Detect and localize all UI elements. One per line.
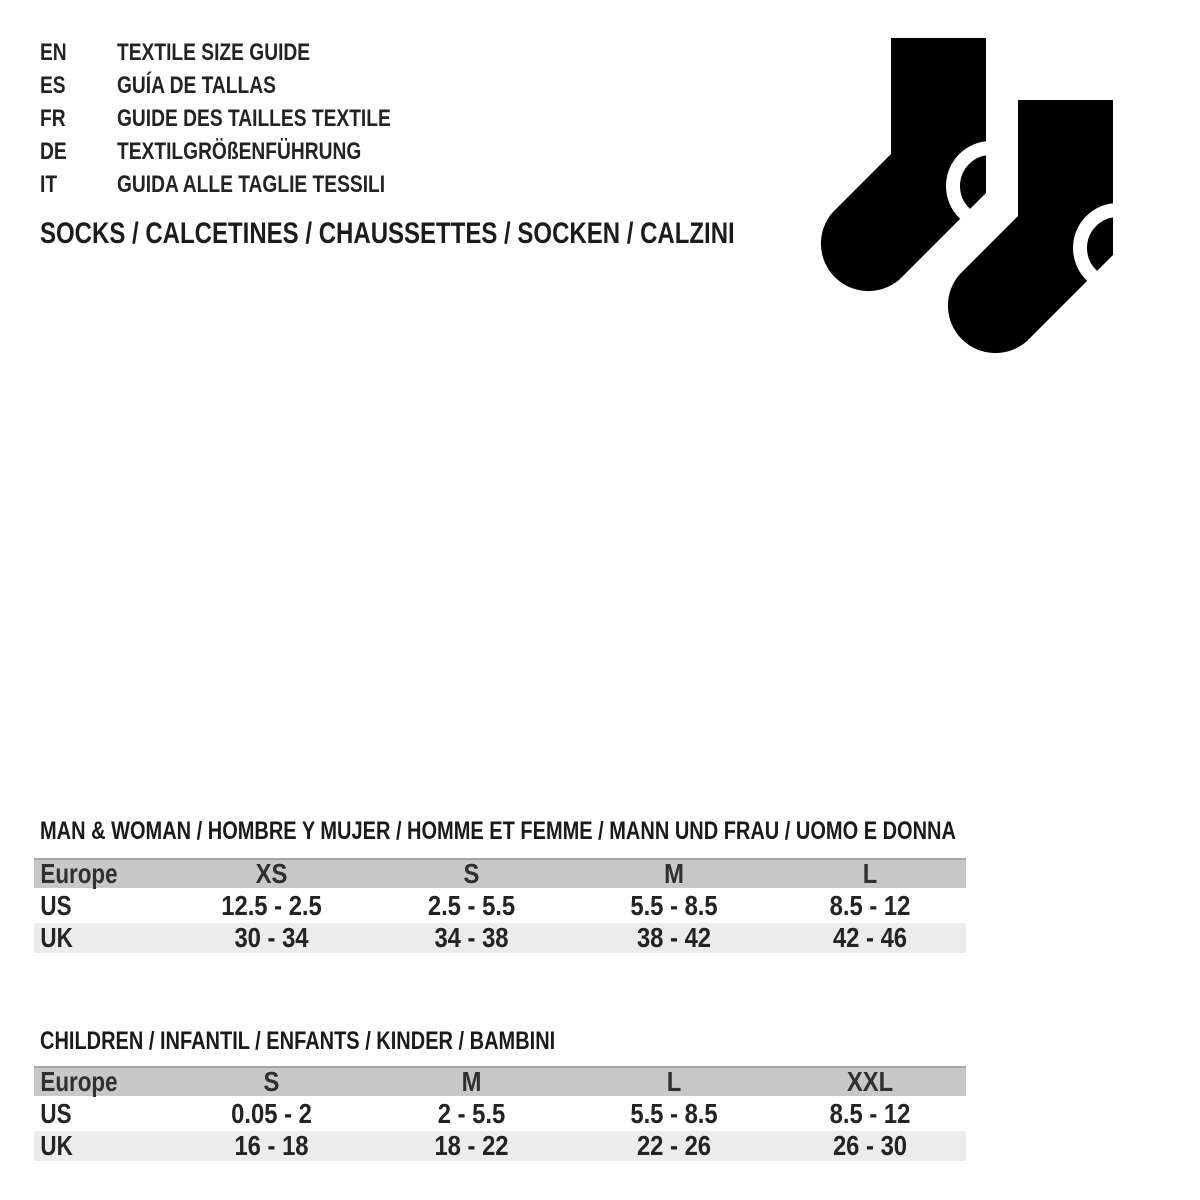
language-row-it bbox=[40, 168, 459, 201]
language-row-fr bbox=[40, 102, 459, 135]
column-header-region: Europe bbox=[40, 1066, 118, 1097]
table-row-uk bbox=[34, 1131, 966, 1161]
language-code: FR bbox=[40, 104, 66, 132]
language-label: GUÍA DE TALLAS bbox=[117, 71, 276, 99]
language-label: GUIDA ALLE TAGLIE TESSILI bbox=[117, 170, 386, 198]
size-cell: 38 - 42 bbox=[636, 922, 712, 953]
column-header-size: XS bbox=[255, 858, 288, 889]
column-header-size: S bbox=[263, 1066, 280, 1097]
size-table-children bbox=[34, 1066, 966, 1161]
size-cell: 8.5 - 12 bbox=[829, 889, 911, 921]
language-label: GUIDE DES TAILLES TEXTILE bbox=[117, 104, 391, 132]
size-cell: 30 - 34 bbox=[234, 922, 309, 953]
row-label: UK bbox=[40, 1130, 73, 1161]
size-cell: 18 - 22 bbox=[434, 1130, 509, 1161]
language-row-es bbox=[40, 69, 459, 102]
row-label: UK bbox=[40, 922, 73, 953]
size-cell: 16 - 18 bbox=[234, 1130, 309, 1161]
language-code: DE bbox=[40, 137, 67, 165]
language-legend bbox=[40, 36, 459, 201]
size-cell: 5.5 - 8.5 bbox=[630, 1097, 718, 1129]
size-table-title-text: CHILDREN / INFANTIL / ENFANTS / KINDER / BAMBINI bbox=[40, 1026, 556, 1055]
size-table-title-children bbox=[40, 1028, 684, 1054]
table-header-row bbox=[34, 858, 966, 888]
size-cell: 26 - 30 bbox=[832, 1130, 908, 1161]
table-header-row bbox=[34, 1066, 966, 1096]
table-row-uk bbox=[34, 923, 966, 953]
size-cell: 8.5 - 12 bbox=[829, 1097, 911, 1129]
language-code: IT bbox=[40, 170, 58, 198]
size-cell: 5.5 - 8.5 bbox=[630, 889, 718, 921]
table-row-us bbox=[34, 888, 966, 923]
language-row-de bbox=[40, 135, 459, 168]
category-heading bbox=[40, 217, 908, 251]
size-cell: 42 - 46 bbox=[832, 922, 908, 953]
size-table-title-man-woman bbox=[40, 818, 1185, 844]
size-cell: 34 - 38 bbox=[434, 922, 509, 953]
language-label: TEXTILE SIZE GUIDE bbox=[117, 38, 311, 66]
row-label: US bbox=[40, 889, 72, 921]
language-code: EN bbox=[40, 38, 67, 66]
size-cell: 2 - 5.5 bbox=[437, 1097, 506, 1129]
row-label: US bbox=[40, 1097, 72, 1129]
category-heading-text: SOCKS / CALCETINES / CHAUSSETTES / SOCKEN / CALZINI bbox=[40, 217, 735, 250]
column-header-size: L bbox=[862, 858, 878, 889]
column-header-size: S bbox=[463, 858, 480, 889]
language-label: TEXTILGRÖßENFÜHRUNG bbox=[117, 137, 362, 165]
table-row-us bbox=[34, 1096, 966, 1131]
size-table-title-text: MAN & WOMAN / HOMBRE Y MUJER / HOMME ET FEMME / MANN UND FRAU / UOMO E DONNA bbox=[40, 816, 956, 845]
column-header-size: M bbox=[461, 1066, 482, 1097]
column-header-size: XXL bbox=[846, 1066, 894, 1097]
socks-icon bbox=[818, 38, 1121, 356]
column-header-size: M bbox=[664, 858, 684, 889]
language-row-en bbox=[40, 36, 459, 69]
size-cell: 0.05 - 2 bbox=[231, 1097, 312, 1129]
column-header-size: L bbox=[666, 1066, 682, 1097]
size-table-man-woman bbox=[34, 858, 966, 953]
size-cell: 22 - 26 bbox=[636, 1130, 712, 1161]
column-header-region: Europe bbox=[40, 858, 118, 889]
size-cell: 2.5 - 5.5 bbox=[427, 889, 516, 921]
size-cell: 12.5 - 2.5 bbox=[221, 889, 322, 921]
language-code: ES bbox=[40, 71, 66, 99]
